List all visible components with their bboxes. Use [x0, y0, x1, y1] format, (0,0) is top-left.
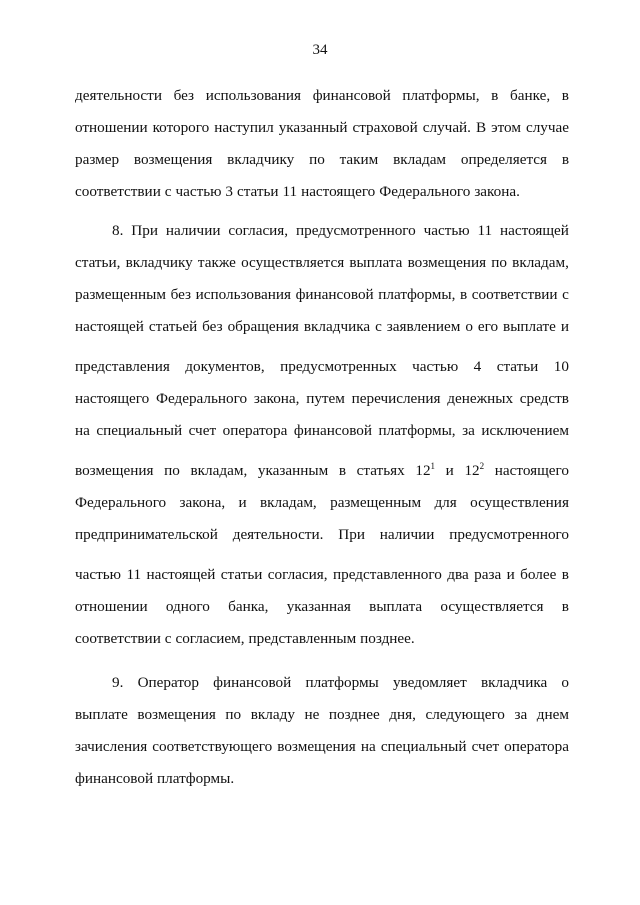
word: финансовой	[75, 770, 154, 787]
word: деятельности	[75, 87, 162, 104]
word: счет	[188, 422, 217, 439]
word: путем	[306, 390, 345, 407]
text-line	[75, 461, 569, 481]
word: о	[561, 674, 569, 691]
text-line	[75, 769, 569, 789]
word: финансовой	[312, 87, 391, 104]
word: осуществления	[470, 494, 569, 511]
word: указанная	[286, 598, 351, 615]
word: деятельности.	[232, 526, 324, 543]
word: в	[561, 598, 569, 615]
word: статьях	[356, 462, 405, 479]
word: его	[477, 318, 499, 335]
word: специальный	[96, 422, 183, 439]
word: Федерального	[75, 494, 167, 511]
word: соответствующего	[152, 738, 273, 755]
word: специальный	[380, 738, 467, 755]
word: наступил	[214, 119, 274, 136]
word: без	[170, 286, 192, 303]
word: без	[202, 318, 223, 335]
word: статьи	[496, 358, 539, 375]
word: платформы.	[157, 770, 235, 787]
word: зачисления	[75, 738, 148, 755]
word: закона,	[179, 494, 226, 511]
word: предусмотренного	[295, 222, 416, 239]
word: за	[462, 422, 475, 439]
word: отношении	[75, 598, 148, 615]
word: предусмотренного	[449, 526, 569, 543]
word: осуществляется	[241, 254, 345, 271]
word: и	[560, 318, 569, 335]
text-line	[75, 737, 569, 757]
word: закона.	[474, 183, 520, 200]
word: вкладу	[250, 706, 295, 723]
text-line	[75, 357, 569, 377]
word: в	[561, 151, 569, 168]
word: настоящей	[75, 318, 144, 335]
word: исключением	[481, 422, 569, 439]
word: платформы,	[402, 87, 480, 104]
word: не	[304, 706, 320, 723]
word: вкладчику	[227, 151, 295, 168]
word: также	[197, 254, 236, 271]
text-line	[112, 673, 569, 693]
word: по	[164, 462, 180, 479]
word: 8.	[112, 222, 124, 239]
word: в	[338, 462, 346, 479]
word: случай.	[422, 119, 471, 136]
word: настоящего	[301, 183, 376, 200]
word: по	[491, 254, 507, 271]
word: статьи	[236, 183, 279, 200]
text-line	[75, 317, 569, 337]
word: документов,	[185, 358, 265, 375]
word: соответствии	[75, 183, 161, 200]
word: о	[465, 318, 473, 335]
word: платформы,	[378, 286, 456, 303]
text-line	[75, 705, 569, 725]
word: финансовой	[293, 422, 372, 439]
word: предпринимательской	[75, 526, 218, 543]
word: При	[338, 526, 365, 543]
word: частью	[423, 222, 470, 239]
word: днем	[536, 706, 569, 723]
word: отношении	[75, 119, 148, 136]
text-line	[75, 389, 569, 409]
text-line	[75, 597, 569, 617]
word: определяется	[460, 151, 548, 168]
word: возмещения	[407, 254, 487, 271]
word: обращения	[227, 318, 299, 335]
word: платформы,	[378, 422, 456, 439]
word: использования	[205, 87, 302, 104]
text-line	[75, 421, 569, 441]
word: выплате	[75, 706, 128, 723]
word: соответствии	[471, 286, 558, 303]
word: банке,	[509, 87, 551, 104]
word: Оператор	[137, 674, 199, 691]
word: закона,	[253, 390, 300, 407]
word: на	[360, 738, 376, 755]
word: согласия,	[228, 222, 289, 239]
word: осуществляется	[440, 598, 544, 615]
word: возмещения	[277, 738, 356, 755]
word: в	[491, 87, 499, 104]
word: случае	[525, 119, 569, 136]
word: оператора	[222, 422, 288, 439]
text-line	[75, 86, 569, 106]
word: 4	[473, 358, 482, 375]
word: по	[225, 706, 242, 723]
word: 3	[225, 183, 234, 200]
word: вкладам,	[259, 494, 317, 511]
word: этом	[491, 119, 521, 136]
word: уведомляет	[392, 674, 467, 691]
word: указанный	[278, 119, 348, 136]
word: частью	[75, 566, 122, 583]
word: возмещения	[75, 462, 154, 479]
word: для	[434, 494, 457, 511]
word: выплата	[349, 254, 403, 271]
word: Федерального	[155, 390, 248, 407]
word: вкладчику	[125, 254, 193, 271]
word: страховой	[352, 119, 418, 136]
word: и	[506, 566, 515, 583]
word: представления	[75, 358, 170, 375]
word: размещенным	[75, 286, 166, 303]
word: финансовой	[213, 674, 292, 691]
word: статьи	[220, 566, 263, 583]
word: настоящей	[500, 222, 569, 239]
word: соответствии	[75, 630, 161, 647]
text-line	[75, 525, 569, 545]
word: согласием,	[175, 630, 245, 647]
text-line	[112, 221, 569, 241]
word: статьи,	[75, 254, 121, 271]
text-line	[75, 493, 569, 513]
superscript-index: 2	[479, 461, 485, 471]
word: дня,	[389, 706, 416, 723]
word: в	[459, 286, 468, 303]
word: в	[561, 566, 569, 583]
text-line	[75, 565, 569, 585]
text-line	[75, 629, 569, 649]
word: возмещения	[133, 151, 213, 168]
word: В	[475, 119, 487, 136]
word: настоящего	[494, 462, 569, 479]
word: $12^1$	[415, 461, 436, 479]
word: два	[447, 566, 469, 583]
word: банка,	[228, 598, 269, 615]
text-line	[75, 118, 569, 138]
word: 11	[126, 566, 142, 583]
word: на	[75, 422, 90, 439]
word: частью	[175, 183, 222, 200]
word: Федерального	[379, 183, 471, 200]
word: которого	[152, 119, 210, 136]
word: вкладам	[393, 151, 447, 168]
text-line	[75, 182, 569, 202]
word: представленным	[248, 630, 357, 647]
word: размер	[75, 151, 120, 168]
word: указанным	[257, 462, 329, 479]
word: 11	[477, 222, 493, 239]
word: При	[131, 222, 158, 239]
word: позднее	[328, 706, 380, 723]
word: за	[514, 706, 528, 723]
word: представленного	[332, 566, 442, 583]
word: настоящей	[146, 566, 216, 583]
word: 11	[282, 183, 298, 200]
text-line	[75, 150, 569, 170]
word: возмещения	[137, 706, 216, 723]
text-line	[75, 285, 569, 305]
word: одного	[165, 598, 210, 615]
superscript-index: 1	[430, 461, 436, 471]
word: с	[164, 183, 172, 200]
word: вкладчика	[480, 674, 548, 691]
word: выплате	[503, 318, 556, 335]
word: предусмотренных	[280, 358, 397, 375]
word: оператора	[504, 738, 569, 755]
word: по	[309, 151, 325, 168]
word: вкладчика	[303, 318, 371, 335]
word: 10	[553, 358, 569, 375]
word: вкладам,	[512, 254, 569, 271]
word: размещенным	[330, 494, 422, 511]
word: таким	[339, 151, 379, 168]
word: счет	[471, 738, 500, 755]
word: вкладам,	[190, 462, 248, 479]
word: и	[445, 462, 454, 479]
word: платформы	[305, 674, 379, 691]
word: более	[520, 566, 557, 583]
word: средств	[519, 390, 569, 407]
word: наличии	[165, 222, 221, 239]
word: согласия,	[267, 566, 328, 583]
word: использования	[195, 286, 291, 303]
word: заявлением	[386, 318, 461, 335]
word: 9.	[112, 674, 124, 691]
word: раза	[474, 566, 502, 583]
word: в	[561, 87, 569, 104]
word: с	[375, 318, 382, 335]
word: денежных	[447, 390, 514, 407]
word: перечисления	[351, 390, 441, 407]
word: настоящего	[75, 390, 150, 407]
word: выплата	[369, 598, 423, 615]
word: частью	[412, 358, 459, 375]
word: без	[173, 87, 195, 104]
word: финансовой	[295, 286, 374, 303]
word: статьей	[148, 318, 198, 335]
word: $12^2$	[464, 461, 485, 479]
text-line	[75, 253, 569, 273]
page-number: 34	[312, 42, 328, 58]
word: с	[164, 630, 172, 647]
word: позднее.	[360, 630, 415, 647]
word: следующего	[425, 706, 505, 723]
word: с	[562, 286, 569, 303]
word: наличии	[379, 526, 435, 543]
word: и	[238, 494, 247, 511]
